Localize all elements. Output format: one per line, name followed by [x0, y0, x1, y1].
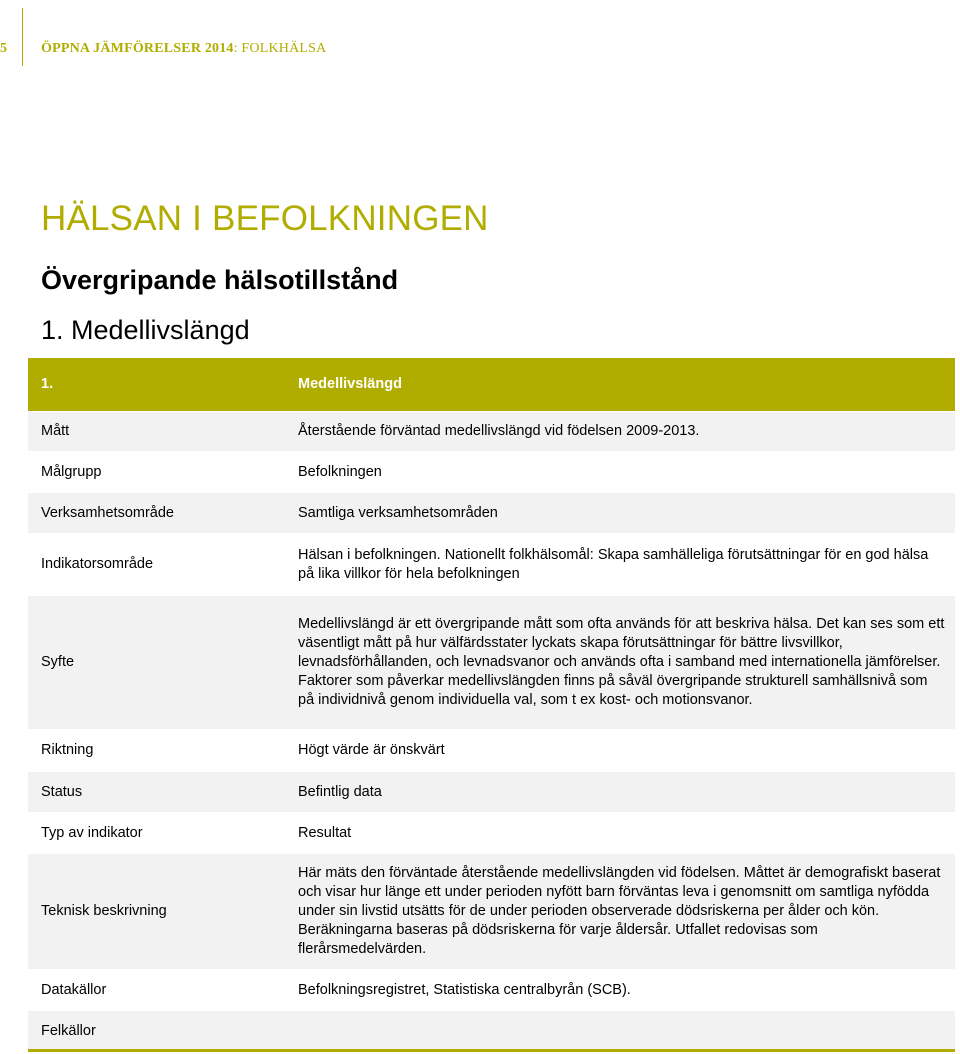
table-row [28, 451, 955, 492]
indicator-title: 1. Medellivslängd [41, 315, 250, 345]
table-row [28, 729, 955, 771]
row-label-indikatorsomrade: Indikatorsområde [41, 556, 154, 572]
table-row [28, 411, 955, 451]
row-value-teknisk: Här mäts den förväntade återstående medellivslängden vid födelsen. Måttet är demografiskt baserat och visar hur länge ett under perioden nyfött barn förväntas leva i genomsnitt om samtliga nyfödda under sin livstid utsätts för de under perioden observerade dödsriskerna per ålder och kön. Beräkningarna baseras på dödsriskerna för varje åldersår. Utfallet redovisas som flerårsmedelvärden. [298, 865, 941, 957]
row-value-status: Befintlig data [298, 783, 382, 800]
table-row [28, 969, 955, 1010]
table-row [28, 812, 955, 853]
row-value-matt: Återstående förväntad medellivslängd vid födelsen 2009-2013. [298, 423, 700, 439]
table-header-title: Medellivslängd [298, 376, 402, 392]
row-label-teknisk: Teknisk beskrivning [41, 903, 167, 919]
row-label-riktning: Riktning [41, 742, 94, 758]
running-title-rest: : FOLKHÄLSA [233, 41, 327, 56]
row-value-verksamhetsomrade: Samtliga verksamhetsområden [298, 504, 498, 521]
row-label-matt: Mått [41, 423, 70, 439]
page-number: 5 [0, 41, 7, 56]
row-value-indikatorsomrade: Hälsan i befolkningen. Nationellt folkhälsomål: Skapa samhälleliga förutsättningar för en god hälsa på lika villkor för hela befolkningen [298, 546, 929, 582]
table-row [28, 595, 955, 729]
row-label-syfte: Syfte [41, 654, 75, 670]
table-row [28, 853, 955, 969]
row-value-typ: Resultat [298, 824, 352, 841]
row-value-syfte: Medellivslängd är ett övergripande mått som ofta används för att beskriva hälsa. Det kan ses som ett väsentligt mått på hur välfärdsstater lyckats skapa förutsättningar för bättre livsvillkor, levnadsförhållanden, och levnadsvanor och används ofta i samband med internationella jämförelser. Faktorer som påverkar medellivslängden finns på såväl övergripande strukturell samhällsnivå som på individnivå genom individuella val, som t ex kost- och motionsvanor. [298, 616, 945, 708]
section-title: HÄLSAN I BEFOLKNINGEN [41, 199, 489, 238]
indicator-table [28, 358, 955, 1052]
row-value-datakallor: Befolkningsregistret, Statistiska centralbyrån (SCB). [298, 981, 631, 998]
table-bottom-rule [28, 1049, 955, 1052]
table-row [28, 1010, 955, 1052]
subsection-title: Övergripande hälsotillstånd [41, 265, 399, 295]
table-row [28, 771, 955, 812]
row-value-riktning: Högt värde är önskvärt [298, 742, 445, 758]
header-divider [22, 8, 23, 66]
running-title-bold: ÖPPNA JÄMFÖRELSER 2014 [41, 41, 234, 56]
row-label-malgrupp: Målgrupp [41, 463, 102, 480]
table-header-row [28, 358, 955, 411]
running-title [41, 41, 326, 57]
table-row [28, 492, 955, 533]
row-label-datakallor: Datakällor [41, 981, 107, 998]
row-label-verksamhetsomrade: Verksamhetsområde [41, 504, 174, 521]
row-label-typ: Typ av indikator [41, 824, 143, 841]
table-row [28, 533, 955, 595]
table-header-number: 1. [41, 376, 54, 392]
row-label-felkallor: Felkällor [41, 1023, 96, 1039]
row-value-malgrupp: Befolkningen [298, 463, 382, 480]
row-label-status: Status [41, 783, 83, 800]
